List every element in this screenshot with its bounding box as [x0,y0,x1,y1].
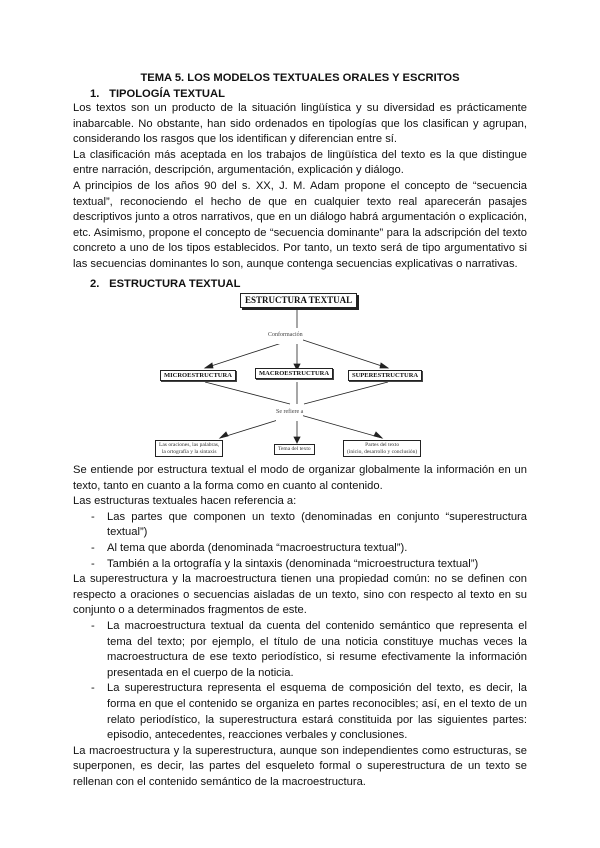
document-title: TEMA 5. LOS MODELOS TEXTUALES ORALES Y ESCRITOS [140,72,460,84]
text-structure-diagram [150,290,450,460]
list-item: - La superestructura representa el esquema de composición del texto, es decir, la forma en que el contenido se organiza en partes reconocibles; así, en el texto de un relato periodístico, la superestructura estará constituida por las siguientes partes: episodio, antecedentes, reacciones verbales y conclusiones. [73,681,527,743]
diagram-root-box: ESTRUCTURA TEXTUAL [240,293,357,308]
section-2-title: ESTRUCTURA TEXTUAL [109,278,241,290]
diagram-box-line: la ortografía y la sintaxis [161,448,217,455]
diagram-box-superestructura: SUPERESTRUCTURA [348,370,422,381]
diagram-box-line: (inicio, desarrollo y conclusión) [347,448,418,455]
diagram-box-micro-detail [155,440,223,457]
paragraph: La macroestructura y la superestructura, aunque son independientes como estructuras, se superponen, es decir, las partes del esqueleto formal o superestructura de un texto se rellenan con el contenido semántico de la macroestructura. [73,744,527,788]
diagram-box-microestructura: MICROESTRUCTURA [160,370,236,381]
diagram-box-line: Tema del texto [278,446,311,452]
paragraph: A principios de los años 90 del s. XX, J. M. Adam propone el concepto de “secuencia textual”, reconociendo el hecho de que en cualquier texto real aparecerán pasajes descriptivos junto a otros narrativos, que en un diálogo habrá argumentación o explicación, etc. Asimismo, propone el concepto de “secuencia dominante” para la adscripción del texto concreto a uno de los tipos establecidos. Por tanto, un texto será de tipo argumentativo si las secuencias dominantes lo son, aunque contenga secuencias explicativas o narrativas. [73,179,527,270]
diagram-box-line: Partes del texto [365,442,400,448]
diagram-box-macroestructura: MACROESTRUCTURA [255,368,333,379]
paragraph: Los textos son un producto de la situación lingüística y su diversidad es prácticamente inabarcable. No obstante, han sido ordenados en tipologías que los clasifican y agrupan, considerando los rasgos que los identifican y diferencian entre sí. [73,102,527,146]
section-1-number: 1. [90,88,100,100]
section-2-number: 2. [90,278,100,290]
list-item: - Las partes que componen un texto (denominadas en conjunto “superestructura textual”) [73,510,527,541]
paragraph: Se entiende por estructura textual el modo de organizar globalmente la información en un texto, tanto en cuanto a la forma como en cuanto al contenido. [73,464,527,492]
paragraph: La clasificación más aceptada en los trabajos de lingüística del texto es la que distingue entre narración, descripción, argumentación, explicación y diálogo. [73,148,527,177]
diagram-box-macro-detail [274,444,315,455]
list-item: - La macroestructura textual da cuenta del contenido semántico que representa el tema del texto; por ejemplo, el título de una noticia constituye muchas veces la macroestructura de ese texto periodístico, si resume efectivamente la información presentada en el cuerpo de la noticia. [73,619,527,681]
list-item: - También a la ortografía y la sintaxis (denominada “microestructura textual”) [73,557,527,573]
detail-list [73,619,527,744]
paragraph: La superestructura y la macroestructura tienen una propiedad común: no se definen con respecto a oraciones o secuencias aisladas de un texto, sino con respecto al texto en su conjunto o a determinados fragmentos de este. [73,573,527,617]
diagram-label-conformacion: Conformación [268,328,303,344]
refers-list [73,510,527,572]
section-1-body [73,101,527,273]
paragraph: Las estructuras textuales hacen referencia a: [73,495,297,508]
diagram-label-se-refiere: Se refiere a [276,405,303,421]
section-2-body [73,463,527,790]
diagram-box-super-detail [343,440,421,457]
diagram-box-line: Las oraciones, las palabras, [159,442,220,448]
list-item: - Al tema que aborda (denominada “macroestructura textual”). [73,541,527,557]
section-1-title: TIPOLOGÍA TEXTUAL [109,88,225,100]
